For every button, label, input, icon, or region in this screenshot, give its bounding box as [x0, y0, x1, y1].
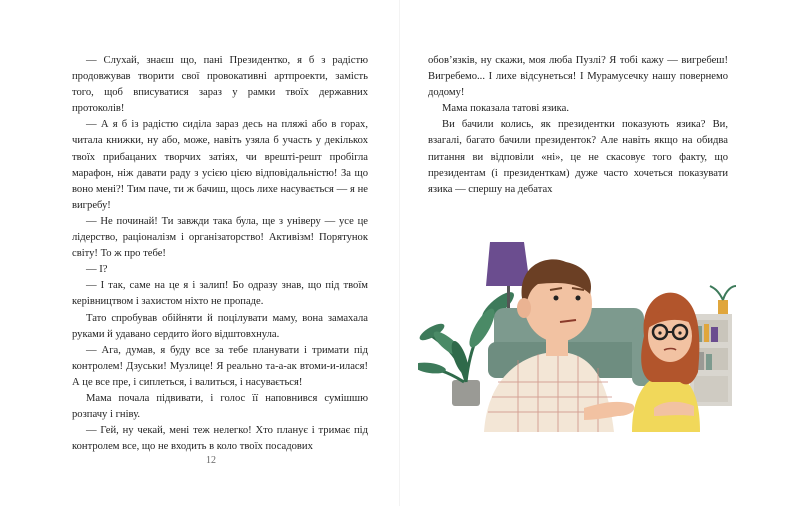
- paragraph: Тато спробував обійняти й поцілувати маму, вона замахала руками й удавано сердито його відштовхнула.: [72, 312, 368, 340]
- right-page-text: [428, 53, 728, 198]
- page-number: 12: [206, 455, 216, 466]
- paragraph: — Ага, думав, я буду все за тебе планувати і тримати під контролем! Дзуськи! Музлице! Я реально та-а-ак втоми-и-илася! А це все пре, і сиплеться, і валиться, і насувається!: [72, 344, 368, 388]
- paragraph: Ви бачили колись, як президентки показують язика? Ви, взагалі, багато бачили президенток? Але навіть якщо на обидва питання ви відповіли «ні», це не скасовує того факту, що президентам (і президенткам) дуже часто хочеться показувати язика — спершу на дебатах: [428, 119, 728, 195]
- paragraph: — І так, саме на це я і залип! Бо одразу знав, що під твоїм керівництвом і захистом ніхто не пропаде.: [72, 280, 368, 308]
- parents-arguing-illustration: [418, 232, 740, 432]
- paragraph: — Слухай, знаєш що, пані Президентко, я б з радістю продовжував творити свої провокативні артпроекти, замість того, щоб вписуватися зараз у рамки твоїх державних протоколів!: [72, 55, 368, 115]
- paragraph: Мама показала татові язика.: [442, 103, 570, 115]
- left-page-text: [72, 53, 368, 455]
- paragraph: Мама почала підвивати, і голос її наповнився сумішшю розпачу і гніву.: [72, 392, 368, 421]
- paragraph: обов’язків, ну скажи, моя люба Пузлі? Я тобі кажу — вигребеш! Вигребемо... І лихе відсунеться! І Мурамусечку нашу повернемо додому!: [428, 55, 728, 99]
- paragraph: — І?: [86, 264, 108, 276]
- paragraph: — А я б із радістю сиділа зараз десь на пляжі або в горах, читала книжки, ну або, може, навіть узяла б участь у декількох твоїх прибацаних творчих затіях, чи врешті-решт пробігла марафон, ніж давати раду з усією цією відповідальністю! За що воно мені?! Тим паче, ти ж бачиш, щось лихе насувається — я не вигребу!: [72, 119, 368, 211]
- paragraph: — Не починай! Ти завжди така була, ще з універу — усе це лідерство, раціоналізм і організаторство! Активізм! Порятунок світу! То ж про тебе!: [72, 215, 368, 260]
- paragraph: — Гей, ну чекай, мені теж нелегко! Хто планує і тримає під контролем все, що не входить в коло твоїх посадових: [72, 425, 368, 453]
